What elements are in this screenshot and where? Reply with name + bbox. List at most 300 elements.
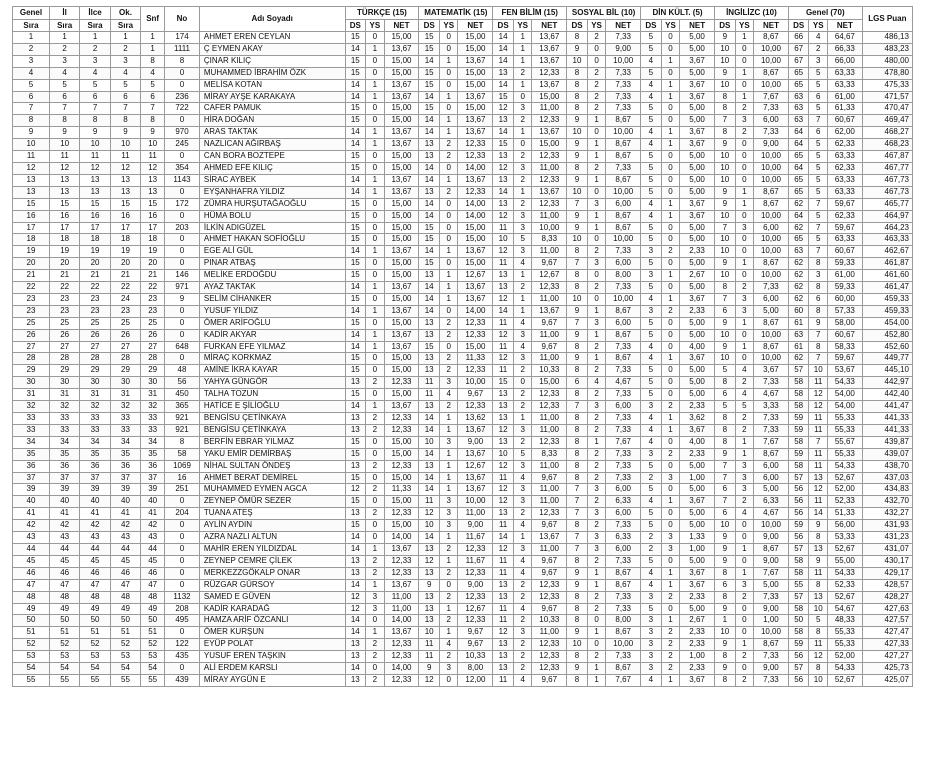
ds-cell: 14	[345, 186, 366, 198]
net-cell: 5,00	[680, 258, 715, 270]
ds-cell: 14	[419, 210, 440, 222]
table-row	[13, 627, 913, 639]
ys-cell: 0	[735, 615, 753, 627]
ys-cell: 4	[513, 317, 531, 329]
table-row	[13, 305, 913, 317]
ds-cell: 8	[567, 91, 588, 103]
ds-cell: 8	[567, 651, 588, 663]
ys-cell: 1	[440, 246, 458, 258]
net-cell: 8,67	[754, 341, 789, 353]
ds-cell: 59	[788, 413, 809, 425]
ys-cell: 3	[513, 484, 531, 496]
ys-cell: 2	[440, 543, 458, 555]
ys-cell: 2	[587, 32, 605, 44]
ys-cell: 0	[661, 436, 679, 448]
sinif: 23	[141, 305, 165, 317]
ilce-sira: 23	[80, 305, 110, 317]
ds-cell: 8	[714, 436, 735, 448]
lgs-puan: 442,40	[862, 389, 912, 401]
sub-net: NET	[680, 20, 715, 32]
ds-cell: 10	[714, 353, 735, 365]
table-row	[13, 555, 913, 567]
ys-cell: 0	[735, 627, 753, 639]
ds-cell: 10	[567, 234, 588, 246]
ds-cell: 15	[345, 270, 366, 282]
lgs-puan: 461,87	[862, 258, 912, 270]
ys-cell: 1	[366, 174, 384, 186]
ys-cell: 2	[513, 389, 531, 401]
student-name: AMİNE İKRA KAYAR	[199, 365, 345, 377]
no: 0	[165, 579, 200, 591]
net-cell: 52,67	[827, 674, 862, 686]
net-cell: 5,00	[754, 484, 789, 496]
net-cell: 14,00	[458, 198, 493, 210]
ys-cell: 1	[366, 329, 384, 341]
genel-sira: 17	[13, 222, 50, 234]
ds-cell: 15	[345, 151, 366, 163]
ds-cell: 58	[788, 377, 809, 389]
sinif: 30	[141, 377, 165, 389]
il-sira: 34	[49, 436, 79, 448]
net-cell: 5,00	[680, 234, 715, 246]
ys-cell: 0	[366, 103, 384, 115]
ds-cell: 5	[641, 520, 662, 532]
net-cell: 15,00	[384, 472, 419, 484]
okul-sira: 46	[110, 567, 140, 579]
ds-cell: 66	[788, 32, 809, 44]
okul-sira: 15	[110, 198, 140, 210]
net-cell: 15,00	[384, 389, 419, 401]
student-name: HAMZA ARİF ÖZCANLI	[199, 615, 345, 627]
ilce-sira: 23	[80, 293, 110, 305]
ds-cell: 10	[567, 186, 588, 198]
net-cell: 64,67	[827, 32, 862, 44]
ys-cell: 3	[809, 55, 827, 67]
ilce-sira: 26	[80, 329, 110, 341]
ys-cell: 2	[513, 508, 531, 520]
ys-cell: 0	[735, 55, 753, 67]
okul-sira: 22	[110, 282, 140, 294]
table-row	[13, 43, 913, 55]
ys-cell: 0	[366, 293, 384, 305]
ds-cell: 8	[567, 460, 588, 472]
table-row	[13, 67, 913, 79]
sinif: 50	[141, 615, 165, 627]
ys-cell: 2	[440, 365, 458, 377]
sinif: 28	[141, 353, 165, 365]
net-cell: 12,33	[384, 674, 419, 686]
ys-cell: 2	[513, 115, 531, 127]
okul-sira: 13	[110, 186, 140, 198]
ds-cell: 5	[641, 103, 662, 115]
genel-sira: 49	[13, 603, 50, 615]
net-cell: 13,67	[458, 293, 493, 305]
table-row	[13, 508, 913, 520]
net-cell: 3,67	[680, 567, 715, 579]
ds-cell: 15	[493, 377, 514, 389]
genel-sira: 2	[13, 43, 50, 55]
net-cell: 3,67	[680, 579, 715, 591]
sub-net: NET	[532, 20, 567, 32]
ds-cell: 7	[567, 198, 588, 210]
ys-cell: 4	[513, 674, 531, 686]
no: 435	[165, 651, 200, 663]
ds-cell: 12	[493, 460, 514, 472]
genel-sira: 23	[13, 293, 50, 305]
ds-cell: 62	[788, 198, 809, 210]
ilce-sira: 13	[80, 174, 110, 186]
net-cell: 60,67	[827, 329, 862, 341]
ds-cell: 15	[345, 365, 366, 377]
ds-cell: 15	[345, 317, 366, 329]
net-cell: 55,00	[827, 555, 862, 567]
genel-sira: 15	[13, 198, 50, 210]
genel-sira: 13	[13, 174, 50, 186]
ys-cell: 3	[587, 508, 605, 520]
ys-cell: 2	[513, 282, 531, 294]
net-cell: 5,00	[680, 103, 715, 115]
ds-cell: 65	[788, 79, 809, 91]
ds-cell: 7	[567, 317, 588, 329]
ds-cell: 15	[345, 198, 366, 210]
ds-cell: 63	[788, 246, 809, 258]
ys-cell: 0	[735, 603, 753, 615]
net-cell: 7,33	[606, 413, 641, 425]
ys-cell: 0	[735, 174, 753, 186]
il-sira: 23	[49, 305, 79, 317]
ds-cell: 13	[345, 413, 366, 425]
sinif: 53	[141, 651, 165, 663]
okul-sira: 18	[110, 234, 140, 246]
ds-cell: 7	[567, 258, 588, 270]
net-cell: 11,00	[532, 484, 567, 496]
ys-cell: 3	[366, 603, 384, 615]
no: 0	[165, 567, 200, 579]
student-name: YUSUF YILDIZ	[199, 305, 345, 317]
ys-cell: 1	[587, 353, 605, 365]
ys-cell: 2	[366, 555, 384, 567]
net-cell: 9,00	[458, 520, 493, 532]
ds-cell: 8	[714, 91, 735, 103]
ds-cell: 7	[567, 543, 588, 555]
ds-cell: 57	[788, 663, 809, 675]
sub-ds: DS	[641, 20, 662, 32]
ys-cell: 0	[661, 222, 679, 234]
ds-cell: 13	[493, 591, 514, 603]
ys-cell: 5	[809, 186, 827, 198]
ys-cell: 0	[661, 365, 679, 377]
ys-cell: 2	[513, 198, 531, 210]
ds-cell: 9	[714, 532, 735, 544]
ys-cell: 3	[735, 305, 753, 317]
ds-cell: 10	[714, 43, 735, 55]
il-sira: 15	[49, 198, 79, 210]
net-cell: 5,00	[680, 329, 715, 341]
sinif: 39	[141, 484, 165, 496]
net-cell: 59,67	[827, 222, 862, 234]
no: 172	[165, 198, 200, 210]
net-cell: 13,67	[384, 91, 419, 103]
net-cell: 8,67	[606, 305, 641, 317]
lgs-puan: 464,23	[862, 222, 912, 234]
ds-cell: 3	[641, 639, 662, 651]
ds-cell: 10	[714, 520, 735, 532]
ds-cell: 9	[714, 639, 735, 651]
ds-cell: 9	[567, 663, 588, 675]
sinif: 1	[141, 32, 165, 44]
student-name: ÖMER KURŞUN	[199, 627, 345, 639]
net-cell: 1,00	[680, 543, 715, 555]
table-row	[13, 448, 913, 460]
sub-ys: YS	[440, 20, 458, 32]
ds-cell: 7	[567, 508, 588, 520]
net-cell: 12,67	[458, 603, 493, 615]
ds-cell: 15	[345, 210, 366, 222]
net-cell: 58,33	[827, 341, 862, 353]
ds-cell: 5	[641, 151, 662, 163]
net-cell: 8,67	[606, 579, 641, 591]
ds-cell: 6	[714, 389, 735, 401]
ds-cell: 13	[345, 651, 366, 663]
net-cell: 11,67	[458, 532, 493, 544]
ds-cell: 12	[493, 210, 514, 222]
table-row	[13, 55, 913, 67]
student-name: SELİM CİHANKER	[199, 293, 345, 305]
sinif: 41	[141, 508, 165, 520]
lgs-puan: 462,67	[862, 246, 912, 258]
table-row	[13, 174, 913, 186]
net-cell: 3,67	[680, 496, 715, 508]
ds-cell: 14	[493, 32, 514, 44]
net-cell: 63,33	[827, 174, 862, 186]
ys-cell: 0	[661, 32, 679, 44]
ys-cell: 3	[440, 377, 458, 389]
ys-cell: 0	[440, 79, 458, 91]
il-sira: 33	[49, 413, 79, 425]
ilce-sira: 28	[80, 353, 110, 365]
ys-cell: 5	[809, 139, 827, 151]
ys-cell: 3	[513, 329, 531, 341]
ys-cell: 3	[513, 103, 531, 115]
ds-cell: 12	[493, 329, 514, 341]
ys-cell: 0	[661, 603, 679, 615]
net-cell: 11,00	[532, 543, 567, 555]
ds-cell: 13	[493, 270, 514, 282]
ds-cell: 13	[419, 365, 440, 377]
sub-net: NET	[606, 20, 641, 32]
ds-cell: 7	[567, 496, 588, 508]
net-cell: 8,67	[606, 151, 641, 163]
net-cell: 13,67	[532, 32, 567, 44]
ds-cell: 15	[345, 436, 366, 448]
ds-cell: 13	[493, 198, 514, 210]
student-name: ARAS TAKTAK	[199, 127, 345, 139]
net-cell: 59,67	[827, 198, 862, 210]
ds-cell: 5	[641, 258, 662, 270]
table-row	[13, 543, 913, 555]
col-ilce-sira: İlce	[80, 7, 110, 20]
il-sira: 4	[49, 67, 79, 79]
ys-cell: 1	[587, 305, 605, 317]
net-cell: 12,33	[384, 424, 419, 436]
ds-cell: 4	[641, 353, 662, 365]
ds-cell: 67	[788, 43, 809, 55]
ys-cell: 1	[513, 127, 531, 139]
ds-cell: 5	[641, 32, 662, 44]
ys-cell: 0	[440, 103, 458, 115]
okul-sira: 23	[110, 305, 140, 317]
ds-cell: 14	[419, 532, 440, 544]
ilce-sira: 4	[80, 67, 110, 79]
ds-cell: 13	[345, 567, 366, 579]
net-cell: 12,33	[458, 365, 493, 377]
net-cell: 60,67	[827, 115, 862, 127]
ds-cell: 13	[493, 151, 514, 163]
ys-cell: 2	[587, 246, 605, 258]
ys-cell: 0	[661, 389, 679, 401]
ds-cell: 4	[641, 436, 662, 448]
net-cell: 12,33	[458, 329, 493, 341]
ys-cell: 2	[587, 365, 605, 377]
ds-cell: 59	[788, 639, 809, 651]
net-cell: 12,33	[458, 591, 493, 603]
net-cell: 53,33	[827, 532, 862, 544]
il-sira: 33	[49, 424, 79, 436]
ds-cell: 62	[788, 222, 809, 234]
ds-cell: 15	[345, 55, 366, 67]
ys-cell: 2	[735, 413, 753, 425]
table-row	[13, 198, 913, 210]
ilce-sira: 1	[80, 32, 110, 44]
okul-sira: 16	[110, 210, 140, 222]
ys-cell: 2	[440, 401, 458, 413]
ilce-sira: 19	[80, 246, 110, 258]
table-row	[13, 520, 913, 532]
okul-sira: 3	[110, 55, 140, 67]
net-cell: 8,67	[606, 139, 641, 151]
net-cell: 15,00	[458, 103, 493, 115]
ys-cell: 1	[661, 127, 679, 139]
ds-cell: 12	[345, 484, 366, 496]
net-cell: 4,67	[606, 377, 641, 389]
net-cell: 3,33	[754, 401, 789, 413]
ds-cell: 4	[641, 413, 662, 425]
il-sira: 5	[49, 79, 79, 91]
il-sira: 6	[49, 91, 79, 103]
net-cell: 11,00	[532, 293, 567, 305]
ys-cell: 0	[366, 32, 384, 44]
net-cell: 7,67	[754, 436, 789, 448]
ys-cell: 0	[661, 377, 679, 389]
ys-cell: 1	[661, 270, 679, 282]
ys-cell: 0	[366, 55, 384, 67]
net-cell: 3,67	[680, 55, 715, 67]
ds-cell: 10	[567, 639, 588, 651]
ds-cell: 10	[567, 127, 588, 139]
no: 0	[165, 186, 200, 198]
sub-ds: DS	[788, 20, 809, 32]
ds-cell: 10	[714, 210, 735, 222]
student-name: RÜZGAR GÜRSOY	[199, 579, 345, 591]
net-cell: 14,00	[384, 615, 419, 627]
ds-cell: 15	[493, 139, 514, 151]
results-table	[12, 6, 913, 687]
ds-cell: 11	[493, 317, 514, 329]
ys-cell: 1	[366, 341, 384, 353]
okul-sira: 25	[110, 317, 140, 329]
ds-cell: 5	[641, 603, 662, 615]
net-cell: 7,67	[754, 567, 789, 579]
ys-cell: 0	[440, 674, 458, 686]
net-cell: 3,67	[680, 79, 715, 91]
ys-cell: 0	[661, 151, 679, 163]
ds-cell: 7	[714, 496, 735, 508]
lgs-puan: 427,33	[862, 639, 912, 651]
ds-cell: 11	[419, 639, 440, 651]
ys-cell: 0	[735, 270, 753, 282]
student-name: AHMET EREN CEYLAN	[199, 32, 345, 44]
net-cell: 63,33	[827, 186, 862, 198]
no: 495	[165, 615, 200, 627]
table-row	[13, 103, 913, 115]
student-name: MELİKE ERDOĞDU	[199, 270, 345, 282]
ds-cell: 8	[714, 567, 735, 579]
lgs-puan: 475,33	[862, 79, 912, 91]
ds-cell: 7	[714, 115, 735, 127]
lgs-puan: 480,00	[862, 55, 912, 67]
net-cell: 13,67	[532, 532, 567, 544]
okul-sira: 55	[110, 674, 140, 686]
ys-cell: 0	[661, 115, 679, 127]
net-cell: 13,67	[384, 186, 419, 198]
net-cell: 12,33	[532, 282, 567, 294]
lgs-puan: 439,87	[862, 436, 912, 448]
il-sira: 37	[49, 472, 79, 484]
ds-cell: 6	[567, 377, 588, 389]
genel-sira: 20	[13, 258, 50, 270]
net-cell: 15,00	[458, 32, 493, 44]
ds-cell: 15	[419, 32, 440, 44]
ds-cell: 5	[641, 174, 662, 186]
ilce-sira: 27	[80, 341, 110, 353]
net-cell: 9,00	[606, 43, 641, 55]
net-cell: 12,33	[384, 413, 419, 425]
genel-sira: 50	[13, 615, 50, 627]
net-cell: 13,67	[384, 627, 419, 639]
table-row	[13, 603, 913, 615]
net-cell: 12,67	[532, 270, 567, 282]
ds-cell: 15	[419, 258, 440, 270]
ds-cell: 5	[641, 67, 662, 79]
net-cell: 11,00	[532, 162, 567, 174]
student-name: AYAZ TAKTAK	[199, 282, 345, 294]
ds-cell: 4	[641, 579, 662, 591]
net-cell: 6,00	[606, 508, 641, 520]
no: 0	[165, 555, 200, 567]
ys-cell: 8	[809, 282, 827, 294]
sinif: 13	[141, 186, 165, 198]
no: 450	[165, 389, 200, 401]
ys-cell: 2	[440, 651, 458, 663]
ds-cell: 5	[641, 365, 662, 377]
net-cell: 3,67	[680, 210, 715, 222]
no: 48	[165, 365, 200, 377]
sinif: 36	[141, 460, 165, 472]
ds-cell: 10	[419, 520, 440, 532]
net-cell: 11,00	[384, 591, 419, 603]
ds-cell: 9	[567, 579, 588, 591]
sinif: 6	[141, 91, 165, 103]
